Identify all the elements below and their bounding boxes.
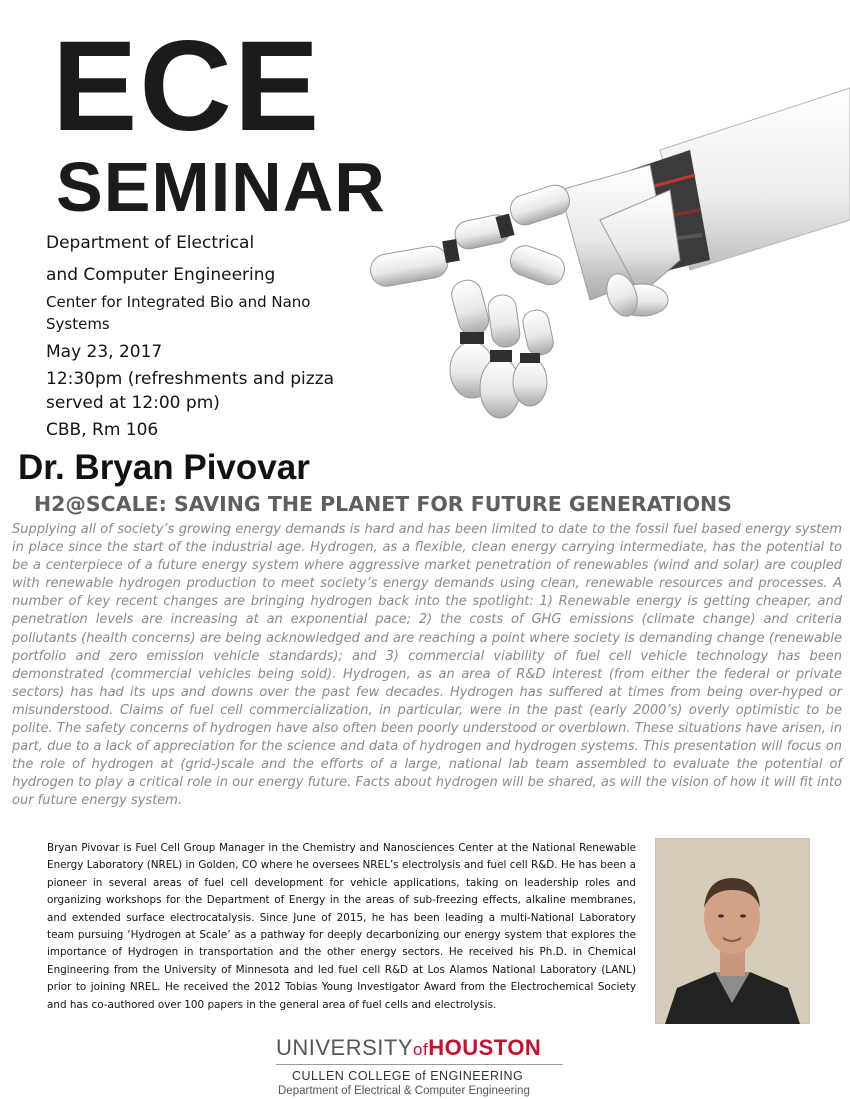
logo-university: UNIVERSITY [276,1035,414,1060]
center-line-2: Systems [46,315,110,333]
robot-hand-image [360,70,850,430]
speaker-photo [655,838,810,1024]
seminar-location: CBB, Rm 106 [46,420,159,440]
talk-abstract: Supplying all of society’s growing energy demands is hard and has been limited to date to the fossil fuel based energy system in place since the start of the industrial age. Hydrogen, as a flexible, clean energy carrying intermediate, has the potential to be a centerpiece of a future energy system where aggressive market penetration of renewables (wind and solar) are coupled with renewable hydrogen production to meet society’s energy demands using clean, renewable resources and processes. A number of key recent changes are bringing hydrogen back into the spotlight: 1) Renewable energy is getting cheaper, and penetration levels are increasing at an exponential pace; 2) the costs of GHG emissions (climate change) and criteria pollutants (health concerns) are being acknowledged and are reaching a point where society is demanding change (renewable portfolio and zero emission vehicle standards); and 3) commercial viability of fuel cell vehicle technology has been demonstrated (commercial vehicles being sold). Hydrogen, as an area of R&D interest (from either the federal or private sectors) has had its ups and downs over the past few decades. Hydrogen has suffered at times from being over-hyped or misunderstood. Claims of fuel cell commercialization, in particular, were in the past (early 2000’s) overly optimistic to be polite. The safety concerns of hydrogen have also often been poorly understood or overblown. These situations have arisen, in part, due to a lack of appreciation for the science and data of hydrogen and hydrogen systems. This presentation will focus on the role of hydrogen at (grid-)scale and the efforts of a large, national lab team assembled to evaluate the potential of hydrogen to play a critical role in our energy future. Facts about hydrogen will be shared, as will the vision of how it will fit into our future energy system. [12,522,842,809]
logo-college: CULLEN COLLEGE of ENGINEERING [292,1069,524,1083]
logo-houston: HOUSTON [428,1035,542,1060]
seminar-heading-ece: ECE [52,15,322,158]
logo-of: of [413,1040,429,1059]
speaker-name: Dr. Bryan Pivovar [18,448,310,487]
department-line-1: Department of Electrical [46,233,255,253]
seminar-date: May 23, 2017 [46,342,163,362]
university-logo [276,1035,566,1097]
seminar-time: 12:30pm (refreshments and pizza served at 12:00 pm) [46,369,335,413]
seminar-heading-seminar: SEMINAR [56,148,386,226]
talk-title: H2@SCALE: SAVING THE PLANET FOR FUTURE GENERATIONS [34,492,732,516]
speaker-bio: Bryan Pivovar is Fuel Cell Group Manager in the Chemistry and Nanosciences Center at the National Renewable Energy Laboratory (NREL) in Golden, CO where he oversees NREL’s electrolysis and fuel cell R&D. He has been a pioneer in several areas of fuel cell development for vehicle applications, taking on leadership roles and organizing workshops for the Department of Energy in the areas of sub-freezing effects, alkaline membranes, and extended surface electrocatalysis. Since June of 2015, he has been leading a multi-National Laboratory team pursuing ‘Hydrogen at Scale’ as a pathway for deeply decarbonizing our energy system that explores the importance of Hydrogen in transportation and the other energy sectors. He received his Ph.D. in Chemical Engineering from the University of Minnesota and led fuel cell R&D at Los Alamos National Laboratory (LANL) prior to joining NREL. He received the 2012 Tobias Young Investigator Award from the Electrochemical Society and has co-authored over 100 papers in the general area of fuel cells and electrolysis. [47,842,636,1011]
center-line-1: Center for Integrated Bio and Nano [46,293,311,311]
department-line-2: and Computer Engineering [46,265,276,285]
logo-department: Department of Electrical & Computer Engineering [278,1085,530,1097]
logo-divider [276,1064,563,1065]
